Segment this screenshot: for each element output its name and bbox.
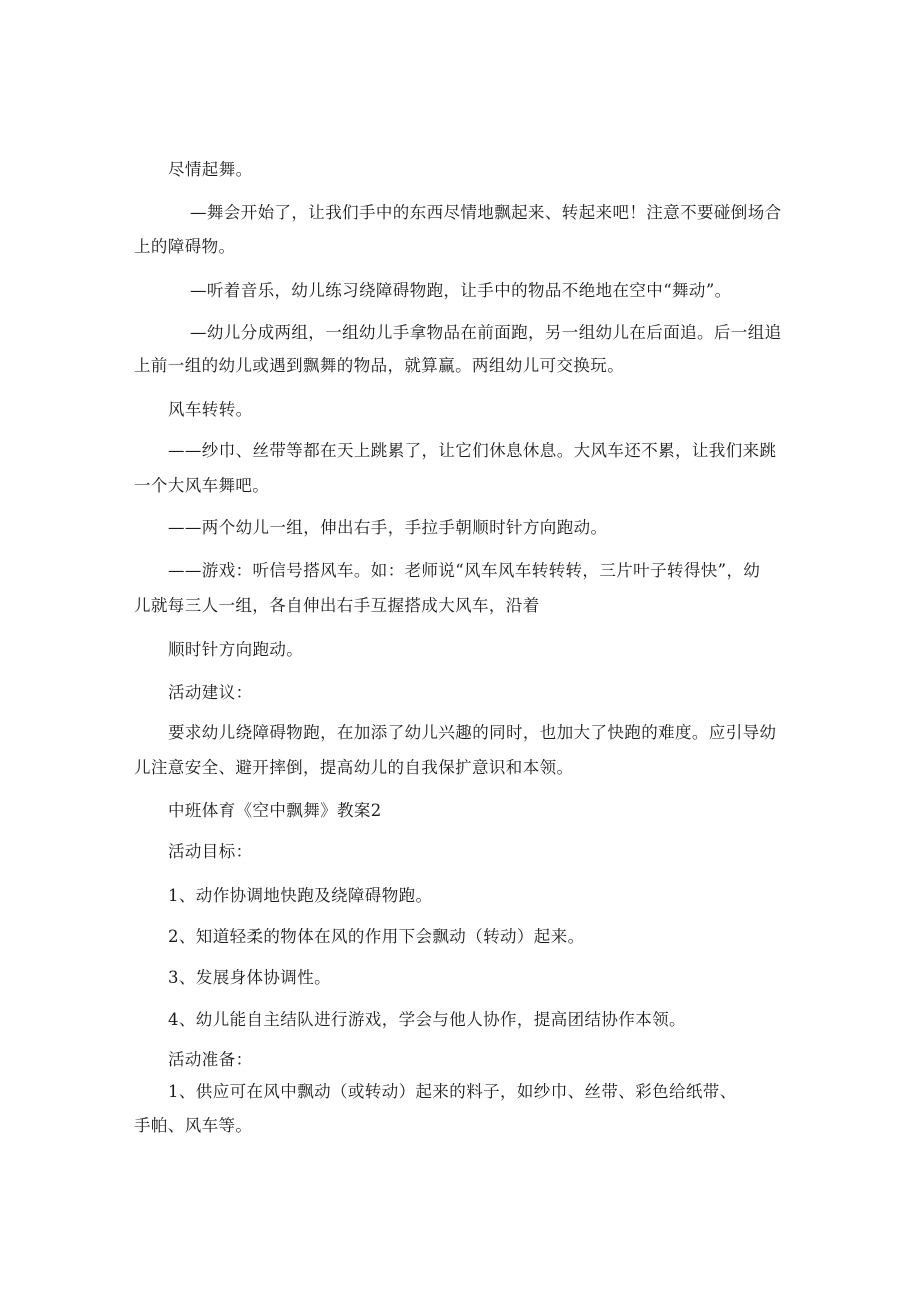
paragraph-line: —听着音乐，幼儿练习绕障碍物跑，让手中的物品不绝地在空中“舞动”。 — [190, 281, 732, 300]
list-item: 4、幼儿能自主结队进行游戏，学会与他人协作，提高团结协作本领。 — [168, 1010, 686, 1029]
document-title: 中班体育《空中飘舞》教案2 — [168, 801, 382, 820]
section-heading: 活动建议： — [168, 683, 253, 702]
paragraph-line: 风车转转。 — [168, 400, 253, 419]
paragraph-line: —幼儿分成两组，一组幼儿手拿物品在前面跑，另一组幼儿在后面追。后一组追 — [190, 323, 782, 342]
paragraph-line: —舞会开始了，让我们手中的东西尽情地飘起来、转起来吧！注意不要碰倒场合 — [190, 203, 782, 222]
paragraph-line: 儿注意安全、避开摔倒，提高幼儿的自我保扩意识和本领。 — [134, 758, 574, 777]
paragraph-line: 顺时针方向跑动。 — [168, 640, 304, 659]
list-item: 2、知道轻柔的物体在风的作用下会飘动（转动）起来。 — [168, 927, 585, 946]
paragraph-line: 要求幼儿绕障碍物跑，在加添了幼儿兴趣的同时，也加大了快跑的难度。应引导幼 — [168, 723, 777, 742]
paragraph-line: ——纱巾、丝带等都在天上跳累了，让它们休息休息。大风车还不累，让我们来跳 — [168, 441, 777, 460]
list-item: 1、供应可在风中飘动（或转动）起来的料子，如纱巾、丝带、彩色给纸带、 — [168, 1082, 737, 1101]
paragraph-line: 尽情起舞。 — [168, 160, 253, 179]
paragraph-line: 手帕、风车等。 — [134, 1116, 253, 1135]
section-heading: 活动准备： — [168, 1050, 253, 1069]
paragraph-line: 上的障碍物。 — [134, 237, 236, 256]
paragraph-line: ——两个幼儿一组，伸出右手，手拉手朝顺时针方向跑动。 — [168, 518, 608, 537]
paragraph-line: 一个大风车舞吧。 — [134, 476, 270, 495]
section-heading: 活动目标： — [168, 842, 253, 861]
paragraph-line: 上前一组的幼儿或遇到飘舞的物品，就算赢。两组幼儿可交换玩。 — [134, 356, 625, 375]
paragraph-line: ——游戏：听信号搭风车。如：老师说“风车风车转转转，三片叶子转得快”，幼 — [168, 561, 761, 580]
list-item: 3、发展身体协调性。 — [168, 968, 331, 987]
list-item: 1、动作协调地快跑及绕障碍物跑。 — [168, 886, 433, 905]
paragraph-line: 儿就每三人一组，各自伸出右手互握搭成大风车，沿着 — [134, 596, 540, 615]
